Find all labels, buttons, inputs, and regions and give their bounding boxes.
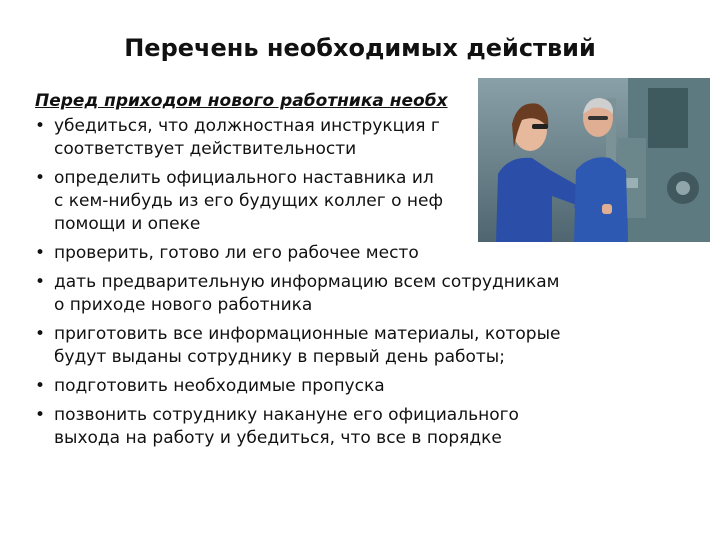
item-line: о приходе нового работника bbox=[54, 295, 313, 315]
bullet-icon: • bbox=[35, 405, 46, 425]
bullet-icon: • bbox=[35, 272, 46, 292]
intro-heading: Перед приходом нового работника необх bbox=[35, 91, 448, 111]
workshop-photo bbox=[478, 78, 710, 242]
list-item bbox=[35, 271, 645, 317]
workshop-illustration bbox=[478, 78, 710, 242]
list-item bbox=[35, 242, 645, 265]
item-line: помощи и опеке bbox=[54, 214, 201, 234]
item-line: будут выданы сотруднику в первый день работы; bbox=[54, 347, 505, 367]
item-line: определить официального наставника ил bbox=[54, 168, 434, 188]
item-line: дать предварительную информацию всем сотрудникам bbox=[54, 272, 560, 292]
slide-title: Перечень необходимых действий bbox=[124, 34, 596, 62]
list-item bbox=[35, 375, 645, 398]
bullet-icon: • bbox=[35, 168, 46, 188]
item-line: позвонить сотруднику накануне его официального bbox=[54, 405, 519, 425]
man-shirt bbox=[574, 157, 628, 242]
list-item bbox=[35, 404, 645, 450]
item-line: выхода на работу и убедиться, что все в порядке bbox=[54, 428, 502, 448]
item-line: соответствует действительности bbox=[54, 139, 357, 159]
item-line: приготовить все информационные материалы, которые bbox=[54, 324, 561, 344]
bullet-icon: • bbox=[35, 324, 46, 344]
bullet-icon: • bbox=[35, 376, 46, 396]
bullet-icon: • bbox=[35, 243, 46, 263]
item-line: подготовить необходимые пропуска bbox=[54, 376, 385, 396]
list-item bbox=[35, 323, 645, 369]
item-line: проверить, готово ли его рабочее место bbox=[54, 243, 419, 263]
bullet-icon: • bbox=[35, 116, 46, 136]
item-line: убедиться, что должностная инструкция г bbox=[54, 116, 440, 136]
item-line: с кем-нибудь из его будущих коллег о неф bbox=[54, 191, 443, 211]
